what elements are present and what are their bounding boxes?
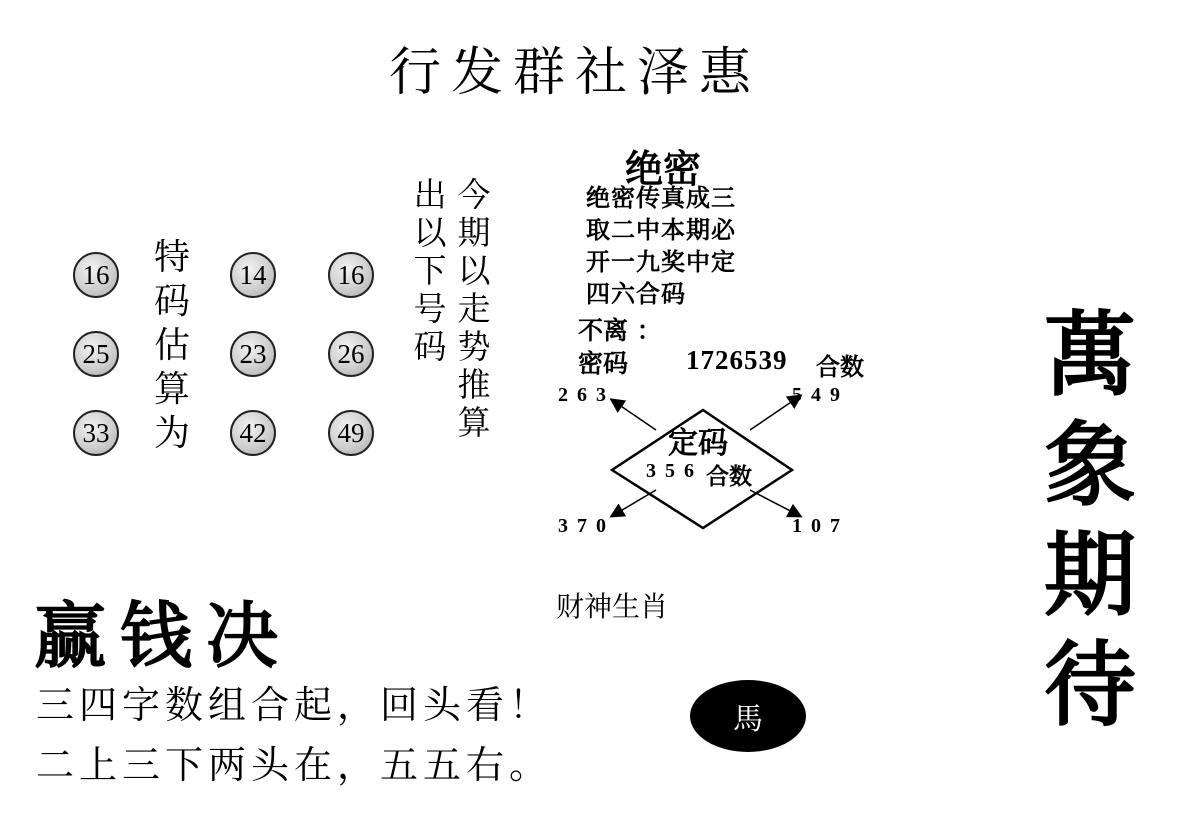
number-ball: 42 xyxy=(230,410,276,456)
secret-line: 绝密传真成三 xyxy=(586,183,736,212)
diagram-top-left: 263 xyxy=(558,384,615,406)
secret-line: 四六合码 xyxy=(586,279,686,308)
secret-heading: 绝密 xyxy=(625,147,702,191)
number-ball: 25 xyxy=(73,331,119,377)
number-ball: 26 xyxy=(328,331,374,377)
win-money-line: 三四字数组合起，回头看！ xyxy=(36,683,553,727)
arrow-bottom-right xyxy=(750,490,800,516)
secret-line: 开一九奖中定 xyxy=(586,247,736,276)
trend-text-col2: 出以下号码 xyxy=(413,175,447,366)
banner-text: 萬象期待 xyxy=(1043,301,1136,739)
diagram-center-suffix: 合数 xyxy=(706,464,752,490)
buli-label: 不离 ： xyxy=(578,316,662,345)
diagram-center-title: 定码 xyxy=(668,426,728,461)
password-suffix: 合数 xyxy=(816,353,864,381)
zodiac-value: 馬 xyxy=(733,702,763,737)
diagram-bottom-left: 370 xyxy=(558,515,615,537)
secret-line: 取二中本期必 xyxy=(586,215,736,244)
number-ball: 14 xyxy=(230,252,276,298)
number-ball: 49 xyxy=(328,410,374,456)
win-money-line: 二上三下两头在，五五右。 xyxy=(36,743,553,787)
number-ball: 16 xyxy=(328,252,374,298)
password-value: 1726539 xyxy=(686,345,788,375)
win-money-title: 赢钱决 xyxy=(34,593,293,678)
arrow-top-left xyxy=(612,400,656,430)
zodiac-label: 财神生肖 xyxy=(556,590,669,623)
diagram-bottom-right: 107 xyxy=(792,515,849,537)
zodiac-oval xyxy=(690,680,806,752)
arrow-bottom-left xyxy=(612,490,656,516)
number-ball: 16 xyxy=(73,252,119,298)
number-ball: 33 xyxy=(73,410,119,456)
password-label: 密码 xyxy=(578,349,629,378)
special-code-label: 特码估算为 xyxy=(153,237,190,454)
number-ball: 23 xyxy=(230,331,276,377)
page-title: 行发群社泽惠 xyxy=(388,43,761,103)
diagram-center-value: 356 xyxy=(646,460,703,482)
trend-text-col1: 今期以走势推算 xyxy=(457,175,491,442)
diagram-top-right: 549 xyxy=(792,384,849,406)
